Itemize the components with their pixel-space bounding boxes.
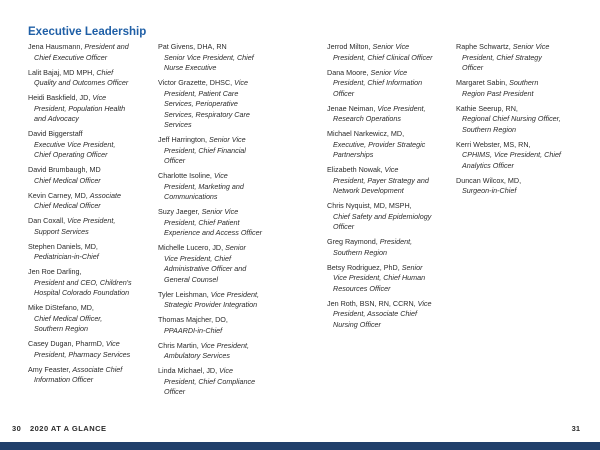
leader-entry bbox=[327, 237, 467, 258]
leader-title-line: Research Operations bbox=[333, 114, 401, 123]
leader-title-line: Partnerships bbox=[333, 150, 374, 159]
leader-name: Margaret Sabin, bbox=[456, 78, 510, 87]
leader-name: Victor Grazette, DHSC, bbox=[158, 78, 235, 87]
leader-name: Chris Nyquist, MD, MSPH, bbox=[327, 201, 412, 210]
leader-title: Vice bbox=[219, 366, 233, 375]
leader-column-2 bbox=[158, 42, 298, 402]
leader-entry bbox=[327, 68, 467, 100]
leader-title-line: Chief Medical Officer bbox=[34, 175, 101, 185]
leader-title-line: Support Services bbox=[34, 226, 89, 236]
leader-entry bbox=[28, 129, 168, 161]
leader-entry bbox=[158, 135, 298, 167]
leader-title-line: PPAARDI-in-Chief bbox=[164, 325, 223, 335]
leader-title-line: Region Past President bbox=[462, 88, 534, 98]
leader-title-line: Nursing Officer bbox=[333, 319, 381, 329]
leader-title-line: Chief Medical Officer bbox=[34, 201, 101, 210]
leader-entry bbox=[158, 341, 298, 362]
leader-title-line: Services, Perioperative bbox=[164, 99, 238, 108]
leader-entry bbox=[456, 176, 596, 197]
leader-title: Senior Vice bbox=[209, 135, 246, 144]
leader-title-line: Officer bbox=[164, 387, 186, 396]
leader-title-line: President and CEO, Children's bbox=[34, 277, 132, 287]
section-heading: Executive Leadership bbox=[28, 26, 147, 38]
leader-title: Chief bbox=[96, 67, 114, 77]
leader-entry bbox=[28, 365, 168, 386]
leader-title: Associate Chief bbox=[72, 364, 123, 374]
leader-title: Southern bbox=[509, 78, 539, 87]
leader-entry bbox=[158, 78, 298, 131]
leader-title-line: Southern Region bbox=[462, 124, 516, 134]
leader-title-line: Executive, Provider Strategic bbox=[333, 139, 426, 149]
publication-title: 2020 AT A GLANCE bbox=[29, 424, 107, 433]
leader-title: Senior Vice bbox=[370, 67, 408, 77]
leader-name: Jeff Harrington, bbox=[158, 135, 210, 144]
leader-title: Vice President, bbox=[67, 216, 116, 225]
leader-title-line: Ambulatory Services bbox=[164, 351, 230, 360]
bottom-color-bar bbox=[0, 442, 600, 450]
leader-entry bbox=[327, 104, 467, 125]
leader-title-line: Administrative Officer and bbox=[164, 264, 247, 273]
leader-name: David Brumbaugh, MD bbox=[28, 165, 101, 174]
leader-entry bbox=[327, 165, 467, 197]
leader-name: Dan Coxall, bbox=[28, 216, 68, 225]
leader-title-line: President, Associate Chief bbox=[333, 309, 418, 318]
leader-entry bbox=[28, 165, 168, 186]
leader-title-line: Executive Vice President, bbox=[34, 139, 116, 149]
leader-title-line: General Counsel bbox=[164, 274, 218, 284]
leader-title-line: Chief Medical Officer, bbox=[34, 313, 103, 323]
leader-title: Vice President, bbox=[200, 340, 249, 350]
leader-name: Casey Dugan, PharmD, bbox=[28, 339, 106, 348]
leader-title-line: Chief Operating Officer bbox=[34, 150, 108, 159]
leader-title-line: Services, Respiratory Care bbox=[164, 109, 250, 119]
leader-name: Michael Narkewicz, MD, bbox=[327, 129, 405, 138]
leader-title-line: Services bbox=[164, 120, 192, 129]
leader-name: Charlotte Isoline, bbox=[158, 171, 214, 180]
leader-entry bbox=[327, 299, 467, 331]
leader-entry bbox=[158, 243, 298, 285]
leader-entry bbox=[28, 242, 168, 263]
leader-name: Dana Moore, bbox=[327, 67, 371, 77]
leader-entry bbox=[28, 191, 168, 212]
leader-title-line: President, Payer Strategy and bbox=[333, 175, 429, 185]
leader-title-line: Analytics Officer bbox=[462, 160, 514, 170]
leader-title-line: Experience and Access Officer bbox=[164, 228, 263, 237]
leader-title: Senior Vice bbox=[512, 42, 550, 51]
leader-entry bbox=[158, 207, 298, 239]
leader-name: Raphe Schwartz, bbox=[456, 42, 513, 51]
leader-name: Betsy Rodriguez, PhD, bbox=[327, 262, 402, 272]
leader-title-line: President, Marketing and bbox=[164, 181, 244, 191]
leader-title-line: Vice President, Chief bbox=[164, 253, 231, 263]
leader-title: Senior Vice bbox=[201, 207, 239, 216]
leader-title: Senior bbox=[225, 243, 246, 252]
leader-name: Jena Hausmann, bbox=[28, 42, 85, 51]
leader-entry bbox=[28, 339, 168, 360]
leader-title-line: Regional Chief Nursing Officer, bbox=[462, 114, 561, 123]
leader-title-line: President, Chief Information bbox=[333, 78, 423, 87]
leader-name: Greg Raymond, bbox=[327, 237, 380, 246]
leader-entry bbox=[456, 104, 596, 136]
leader-title-line: President, Population Health bbox=[34, 103, 126, 113]
leader-title: Senior Vice bbox=[372, 42, 410, 51]
leader-title-line: Pediatrician-in-Chief bbox=[34, 252, 99, 261]
left-page-number: 30 bbox=[12, 424, 22, 433]
leader-entry bbox=[327, 129, 467, 161]
leader-name: Lalit Bajaj, MD MPH, bbox=[28, 67, 97, 77]
leader-name: Kevin Carney, MD, bbox=[28, 190, 90, 200]
leader-name: Duncan Wilcox, MD, bbox=[456, 175, 522, 185]
leader-entry bbox=[158, 366, 298, 398]
leader-name: Elizabeth Nowak, bbox=[327, 165, 385, 174]
leader-name: Tyler Leishman, bbox=[158, 289, 211, 299]
leader-name: Thomas Majcher, DO, bbox=[158, 315, 228, 324]
leader-title: Vice bbox=[105, 339, 120, 348]
leader-title-line: Southern Region bbox=[333, 247, 387, 257]
leader-name: Mike DiStefano, MD, bbox=[28, 303, 94, 312]
leader-entry bbox=[28, 42, 168, 63]
leader-title: President, bbox=[379, 237, 413, 246]
leader-title-line: Senior Vice President, Chief bbox=[164, 52, 254, 62]
leader-name: Jenae Neiman, bbox=[327, 103, 378, 113]
leader-title: President and bbox=[84, 42, 129, 51]
leader-title-line: Strategic Provider Integration bbox=[164, 300, 258, 309]
right-page-number: 31 bbox=[571, 424, 580, 433]
leader-title: Vice President, bbox=[377, 103, 426, 113]
leader-title-line: President, Chief Financial bbox=[164, 145, 246, 155]
leader-title-line: President, Chief Strategy bbox=[462, 52, 542, 62]
leader-entry bbox=[28, 267, 168, 299]
leader-name: Amy Feaster, bbox=[28, 364, 73, 374]
leader-title: Vice bbox=[384, 165, 399, 174]
leader-name: Linda Michael, JD, bbox=[158, 366, 220, 375]
leader-title-line: Surgeon-in-Chief bbox=[462, 186, 517, 195]
leader-name: Chris Martin, bbox=[158, 340, 201, 350]
leader-title-line: and Advocacy bbox=[34, 114, 79, 123]
leader-entry bbox=[456, 140, 596, 172]
leader-name: Suzy Jaeger, bbox=[158, 207, 202, 216]
leader-name: Kerri Webster, MS, RN, bbox=[456, 139, 531, 149]
leader-entry bbox=[327, 263, 467, 295]
leader-title-line: President, Chief Patient bbox=[164, 217, 240, 227]
leader-title-line: President, Patient Care bbox=[164, 88, 239, 98]
leader-column-4 bbox=[456, 42, 596, 201]
leader-title-line: CPHIMS, Vice President, Chief bbox=[462, 150, 561, 159]
leader-title: Vice President, bbox=[210, 289, 259, 299]
leader-title: Senior bbox=[401, 262, 423, 272]
leader-title-line: Hospital Colorado Foundation bbox=[34, 288, 130, 297]
leader-name: Stephen Daniels, MD, bbox=[28, 241, 98, 251]
leader-title: Vice bbox=[234, 78, 249, 87]
leader-name: Jen Roe Darling, bbox=[28, 267, 82, 276]
leader-title-line: Vice President, Chief Human bbox=[333, 273, 426, 282]
leader-entry bbox=[28, 93, 168, 125]
leader-title-line: Nurse Executive bbox=[164, 63, 217, 72]
leader-entry bbox=[28, 303, 168, 335]
leader-column-1 bbox=[28, 42, 168, 390]
leader-entry bbox=[158, 42, 298, 74]
leader-title: Associate bbox=[89, 190, 121, 200]
leader-title-line: Quality and Outcomes Officer bbox=[34, 78, 129, 87]
leader-name: Jerrod Milton, bbox=[327, 42, 373, 51]
leader-title: Vice bbox=[417, 298, 432, 308]
leader-entry bbox=[158, 171, 298, 203]
leader-title-line: Chief Safety and Epidemiology bbox=[333, 211, 432, 221]
leader-name: Heidi Baskfield, JD, bbox=[28, 93, 93, 102]
leader-title-line: Chief Executive Officer bbox=[34, 52, 108, 62]
leader-entry bbox=[28, 68, 168, 89]
leader-name: David Biggerstaff bbox=[28, 129, 83, 138]
leader-title-line: Information Officer bbox=[34, 375, 94, 384]
leader-entry bbox=[456, 78, 596, 99]
leader-title: Vice bbox=[213, 171, 228, 180]
leader-name: Michelle Lucero, JD, bbox=[158, 243, 226, 252]
leader-entry bbox=[28, 216, 168, 237]
leader-title-line: Southern Region bbox=[34, 324, 88, 333]
leader-title: Vice bbox=[92, 93, 107, 102]
leader-title-line: Resources Officer bbox=[333, 283, 391, 293]
leader-title-line: Network Development bbox=[333, 186, 404, 195]
leader-title-line: Communications bbox=[164, 192, 218, 201]
leader-entry bbox=[158, 290, 298, 311]
leader-column-3 bbox=[327, 42, 467, 335]
leader-title-line: Officer bbox=[462, 63, 484, 72]
leader-name: Pat Givens, DHA, RN bbox=[158, 42, 227, 51]
leader-title-line: President, Chief Clinical Officer bbox=[333, 52, 433, 62]
leader-entry bbox=[158, 315, 298, 336]
leader-entry bbox=[456, 42, 596, 74]
footer-left bbox=[12, 424, 107, 433]
leader-title-line: Officer bbox=[333, 88, 355, 98]
leader-name: Jen Roth, BSN, RN, CCRN, bbox=[327, 298, 418, 308]
leader-name: Kathie Seerup, RN, bbox=[456, 103, 518, 113]
leader-entry bbox=[327, 42, 467, 63]
leader-title-line: Officer bbox=[164, 156, 186, 165]
leader-entry bbox=[327, 201, 467, 233]
leader-title-line: President, Pharmacy Services bbox=[34, 349, 131, 359]
leader-title-line: Officer bbox=[333, 222, 355, 231]
leader-title-line: President, Chief Compliance bbox=[164, 376, 256, 386]
